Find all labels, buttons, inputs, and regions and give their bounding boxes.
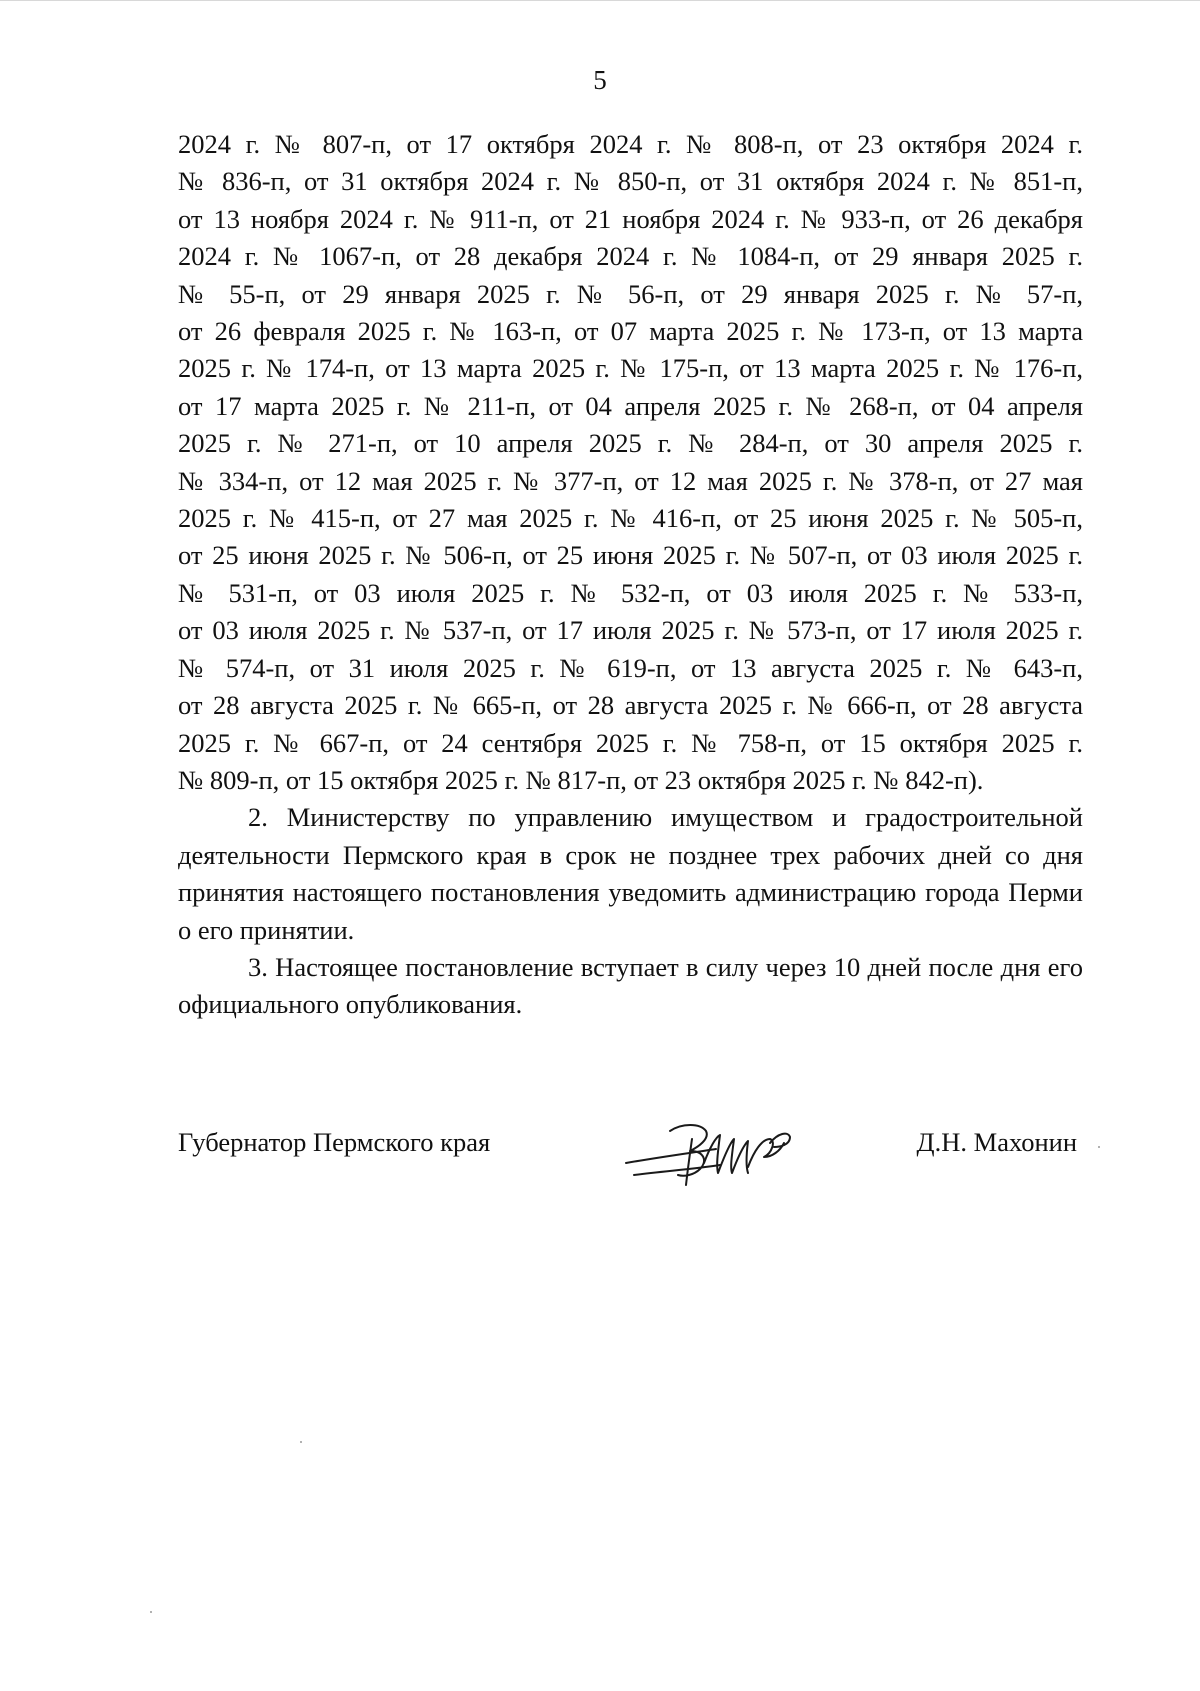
- text-line: 2025 г. № 415-п, от 27 мая 2025 г. № 416-п, от 25 июня 2025 г. № 505-п,: [178, 503, 1083, 534]
- page-number: 5: [593, 65, 607, 95]
- text-line: № 574-п, от 31 июля 2025 г. № 619-п, от 13 августа 2025 г. № 643-п,: [178, 652, 1083, 683]
- text-line: 2025 г. № 174-п, от 13 марта 2025 г. № 175-п, от 13 марта 2025 г. № 176-п,: [178, 353, 1083, 384]
- text-line: 2024 г. № 1067-п, от 28 декабря 2024 г. № 1084-п, от 29 января 2025 г.: [178, 241, 1083, 272]
- paragraph-3: 3. Настоящее постановление вступает в силу через 10 дней после дня его официального опубликования.: [178, 951, 1083, 1020]
- paragraph-2: 2. Министерству по управлению имуществом и градостроительной деятельности Пермского края в срок не позднее трех рабочих дней со дня принятия настоящего постановления уведомить администрацию города Перми о его принятии.: [178, 802, 1083, 945]
- scan-speck: [1098, 1146, 1100, 1148]
- signature-block: [178, 1121, 1083, 1201]
- text-line: 2025 г. № 667-п, от 24 сентября 2025 г. № 758-п, от 15 октября 2025 г.: [178, 727, 1083, 758]
- handwritten-signature: [620, 1107, 830, 1197]
- text-line: 2024 г. № 807-п, от 17 октября 2024 г. № 808-п, от 23 октября 2024 г.: [178, 129, 1083, 159]
- text-line-last: № 809-п, от 15 октября 2025 г. № 817-п, от 23 октября 2025 г. № 842-п).: [178, 764, 984, 795]
- scan-speck: [300, 1441, 302, 1443]
- signatory-name: Д.Н. Махонин: [916, 1127, 1077, 1157]
- text-line: № 836-п, от 31 октября 2024 г. № 850-п, от 31 октября 2024 г. № 851-п,: [178, 166, 1083, 197]
- list-continuation: [178, 126, 1083, 799]
- text-line: от 17 марта 2025 г. № 211-п, от 04 апреля 2025 г. № 268-п, от 04 апреля: [178, 390, 1083, 421]
- text-line: 2025 г. № 271-п, от 10 апреля 2025 г. № 284-п, от 30 апреля 2025 г.: [178, 428, 1083, 459]
- document-body: [178, 126, 1083, 1024]
- text-line: № 334-п, от 12 мая 2025 г. № 377-п, от 12 мая 2025 г. № 378-п, от 27 мая: [178, 465, 1083, 496]
- signatory-position: Губернатор Пермского края: [178, 1127, 491, 1157]
- text-line: от 03 июля 2025 г. № 537-п, от 17 июля 2025 г. № 573-п, от 17 июля 2025 г.: [178, 615, 1083, 646]
- scan-speck: [150, 1611, 152, 1613]
- text-line: от 25 июня 2025 г. № 506-п, от 25 июня 2025 г. № 507-п, от 03 июля 2025 г.: [178, 540, 1083, 571]
- text-line: № 55-п, от 29 января 2025 г. № 56-п, от 29 января 2025 г. № 57-п,: [178, 278, 1083, 309]
- text-line: № 531-п, от 03 июля 2025 г. № 532-п, от 03 июля 2025 г. № 533-п,: [178, 577, 1083, 608]
- text-line: от 26 февраля 2025 г. № 163-п, от 07 марта 2025 г. № 173-п, от 13 марта: [178, 316, 1083, 347]
- text-line: от 28 августа 2025 г. № 665-п, от 28 августа 2025 г. № 666-п, от 28 августа: [178, 690, 1083, 721]
- text-line: от 13 ноября 2024 г. № 911-п, от 21 ноября 2024 г. № 933-п, от 26 декабря: [178, 203, 1083, 234]
